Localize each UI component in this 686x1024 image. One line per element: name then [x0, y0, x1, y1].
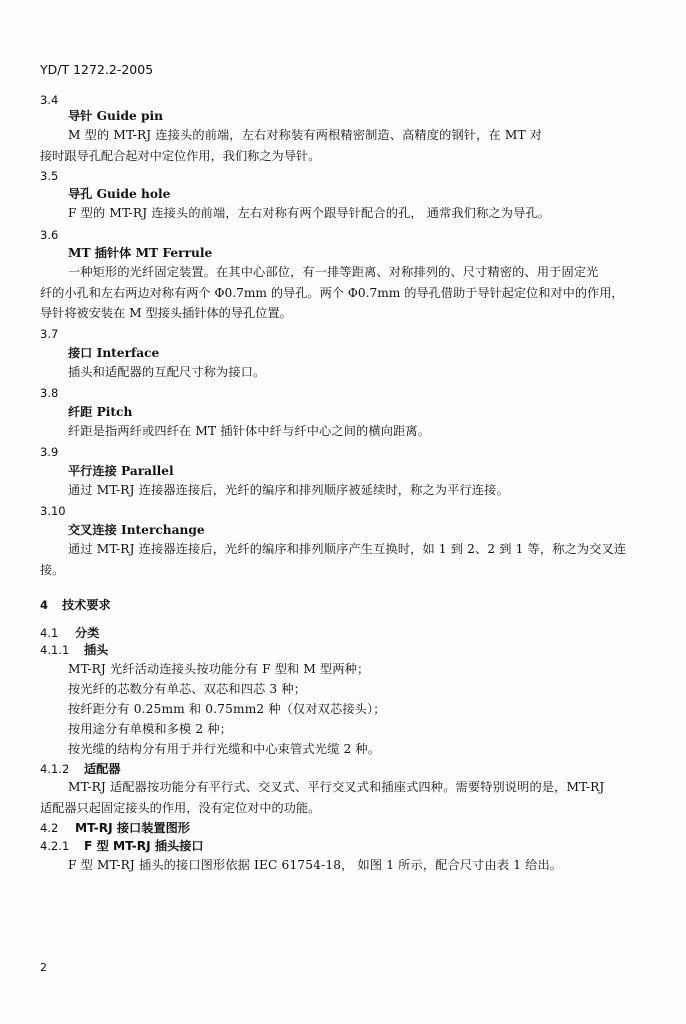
section-title: 导针 Guide pin — [68, 109, 164, 123]
section-number: 3.9 — [40, 445, 59, 459]
paragraph-line: MT-RJ 适配器按功能分有平行式、交叉式、平行交叉式和插座式四种。需要特别说明的是，MT-RJ — [68, 780, 605, 794]
section-title: 适配器 — [84, 762, 121, 776]
section-title: 分类 — [75, 626, 100, 640]
chapter-title: 技术要求 — [62, 598, 111, 612]
document-id: YD/T 1272.2-2005 — [40, 62, 154, 77]
section-title: 平行连接 Parallel — [68, 464, 174, 478]
chapter-number: 4 — [40, 598, 49, 612]
section-title: 接口 Interface — [68, 346, 160, 360]
section-title: MT-RJ 接口装置图形 — [75, 821, 190, 835]
paragraph-line: 纤距是指两纤或四纤在 MT 插针体中纤与纤中心之间的横向距离。 — [68, 424, 431, 438]
section-number: 4.2.1 — [40, 839, 70, 853]
section-title: 导孔 Guide hole — [68, 187, 171, 201]
list-line: 按光缆的结构分有用于并行光缆和中心束管式光缆 2 种。 — [68, 742, 381, 756]
paragraph-line: F 型 MT-RJ 插头的接口图形依据 IEC 61754-18， 如图 1 所示，配合尺寸由表 1 给出。 — [68, 858, 563, 872]
paragraph-line: 插头和适配器的互配尺寸称为接口。 — [68, 365, 266, 379]
section-number: 3.6 — [40, 228, 59, 242]
section-number: 3.7 — [40, 327, 59, 341]
section-number: 4.1 — [40, 626, 59, 640]
list-line: 按用途分有单模和多模 2 种； — [68, 722, 233, 736]
section-number: 3.10 — [40, 504, 66, 518]
list-line: 按光纤的芯数分有单芯、双芯和四芯 3 种； — [68, 682, 307, 696]
paragraph-line: 一种矩形的光纤固定装置。在其中心部位，有一排等距离、对称排列的、尺寸精密的、用于固定光 — [68, 265, 599, 279]
paragraph-line: M 型的 MT-RJ 连接头的前端，左右对称装有两根精密制造、高精度的钢针，在 MT 对 — [68, 128, 543, 142]
section-number: 3.4 — [40, 93, 59, 107]
list-line: MT-RJ 光纤活动连接头按功能分有 F 型和 M 型两种； — [68, 662, 370, 676]
list-line: 按纤距分有 0.25mm 和 0.75mm2 种（仅对双芯接头）； — [68, 702, 386, 716]
paragraph-line: 导针将被安装在 M 型接头插针体的导孔位置。 — [40, 306, 292, 320]
section-title: MT 插针体 MT Ferrule — [68, 246, 213, 260]
paragraph-line: 通过 MT-RJ 连接器连接后，光纤的编序和排列顺序产生互换时，如 1 到 2、2 到 1 等，称之为交叉连 — [68, 542, 627, 556]
section-number: 4.1.2 — [40, 762, 70, 776]
section-number: 3.8 — [40, 386, 59, 400]
paragraph-line: 纤的小孔和左右两边对称有两个 Φ0.7mm 的导孔。两个 Φ0.7mm 的导孔借助于导针起定位和对中的作用， — [40, 286, 624, 300]
paragraph-line: 接。 — [40, 563, 65, 577]
paragraph-line: 适配器只起固定接头的作用，没有定位对中的功能。 — [40, 801, 321, 815]
page-number: 2 — [40, 961, 47, 974]
section-title: 交叉连接 Interchange — [68, 523, 205, 537]
section-number: 4.2 — [40, 821, 59, 835]
section-number: 4.1.1 — [40, 643, 70, 657]
paragraph-line: 通过 MT-RJ 连接器连接后，光纤的编序和排列顺序被延续时，称之为平行连接。 — [68, 483, 509, 497]
paragraph-line: F 型的 MT-RJ 连接头的前端，左右对称有两个跟导针配合的孔， 通常我们称之为导孔。 — [68, 206, 551, 220]
section-title: F 型 MT-RJ 插头接口 — [84, 839, 204, 853]
paragraph-line: 接时跟导孔配合起对中定位作用，我们称之为导针。 — [40, 149, 321, 163]
section-title: 插头 — [84, 643, 109, 657]
section-title: 纤距 Pitch — [68, 405, 133, 419]
section-number: 3.5 — [40, 169, 59, 183]
